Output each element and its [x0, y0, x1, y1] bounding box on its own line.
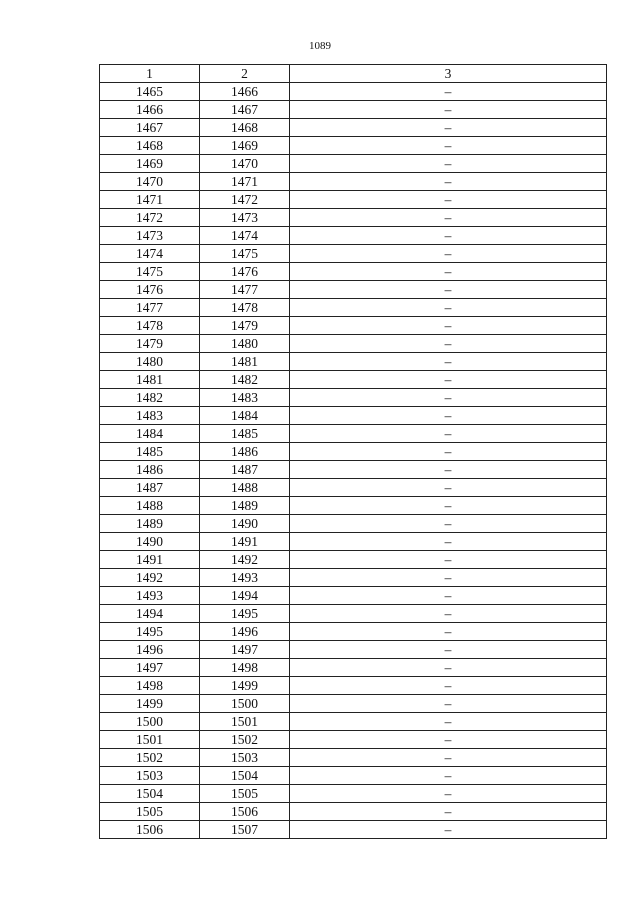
cell-col-2: 1470: [200, 155, 290, 173]
table-header-row: [100, 65, 607, 83]
cell-col-3: –: [290, 353, 607, 371]
cell-col-3: –: [290, 587, 607, 605]
cell-col-1: 1502: [100, 749, 200, 767]
cell-col-1: 1475: [100, 263, 200, 281]
cell-col-3: –: [290, 245, 607, 263]
cell-col-1: 1506: [100, 821, 200, 839]
table-row: [100, 659, 607, 677]
cell-col-1: 1468: [100, 137, 200, 155]
cell-col-3: –: [290, 749, 607, 767]
cell-col-2: 1468: [200, 119, 290, 137]
table-row: [100, 749, 607, 767]
cell-col-1: 1469: [100, 155, 200, 173]
cell-col-1: 1474: [100, 245, 200, 263]
table-row: [100, 569, 607, 587]
cell-col-3: –: [290, 695, 607, 713]
table-row: [100, 335, 607, 353]
cell-col-1: 1476: [100, 281, 200, 299]
cell-col-2: 1482: [200, 371, 290, 389]
cell-col-3: –: [290, 317, 607, 335]
cell-col-1: 1473: [100, 227, 200, 245]
table-row: [100, 731, 607, 749]
cell-col-1: 1467: [100, 119, 200, 137]
page-number: 1089: [309, 40, 331, 52]
table-row: [100, 209, 607, 227]
cell-col-3: –: [290, 803, 607, 821]
table-row: [100, 191, 607, 209]
cell-col-2: 1477: [200, 281, 290, 299]
cell-col-1: 1498: [100, 677, 200, 695]
cell-col-2: 1507: [200, 821, 290, 839]
cell-col-2: 1476: [200, 263, 290, 281]
cell-col-2: 1485: [200, 425, 290, 443]
cell-col-2: 1474: [200, 227, 290, 245]
cell-col-2: 1469: [200, 137, 290, 155]
cell-col-3: –: [290, 101, 607, 119]
cell-col-2: 1491: [200, 533, 290, 551]
table-row: [100, 137, 607, 155]
cell-col-3: –: [290, 767, 607, 785]
cell-col-3: –: [290, 659, 607, 677]
cell-col-3: –: [290, 191, 607, 209]
cell-col-2: 1487: [200, 461, 290, 479]
cell-col-1: 1479: [100, 335, 200, 353]
cell-col-1: 1487: [100, 479, 200, 497]
table-row: [100, 407, 607, 425]
cell-col-2: 1501: [200, 713, 290, 731]
cell-col-1: 1484: [100, 425, 200, 443]
cell-col-3: –: [290, 479, 607, 497]
cell-col-2: 1506: [200, 803, 290, 821]
cell-col-3: –: [290, 713, 607, 731]
cell-col-3: –: [290, 155, 607, 173]
cell-col-1: 1500: [100, 713, 200, 731]
cell-col-3: –: [290, 119, 607, 137]
cell-col-3: –: [290, 173, 607, 191]
table-row: [100, 623, 607, 641]
cell-col-1: 1480: [100, 353, 200, 371]
cell-col-2: 1486: [200, 443, 290, 461]
cell-col-1: 1488: [100, 497, 200, 515]
header-col-2: 2: [200, 65, 290, 83]
cell-col-3: –: [290, 677, 607, 695]
table-row: [100, 245, 607, 263]
table-row: [100, 533, 607, 551]
cell-col-2: 1490: [200, 515, 290, 533]
header-col-3: 3: [290, 65, 607, 83]
cell-col-3: –: [290, 299, 607, 317]
table-body: [100, 83, 607, 839]
cell-col-2: 1488: [200, 479, 290, 497]
table-row: [100, 317, 607, 335]
cell-col-2: 1479: [200, 317, 290, 335]
table-row: [100, 281, 607, 299]
cell-col-1: 1494: [100, 605, 200, 623]
table-row: [100, 479, 607, 497]
table-row: [100, 173, 607, 191]
table-row: [100, 785, 607, 803]
cell-col-1: 1495: [100, 623, 200, 641]
table-row: [100, 677, 607, 695]
table-row: [100, 227, 607, 245]
cell-col-2: 1497: [200, 641, 290, 659]
cell-col-3: –: [290, 605, 607, 623]
table-row: [100, 101, 607, 119]
cell-col-2: 1475: [200, 245, 290, 263]
cell-col-2: 1472: [200, 191, 290, 209]
table-row: [100, 587, 607, 605]
cell-col-3: –: [290, 461, 607, 479]
cell-col-3: –: [290, 623, 607, 641]
cell-col-1: 1493: [100, 587, 200, 605]
cell-col-3: –: [290, 731, 607, 749]
cell-col-1: 1489: [100, 515, 200, 533]
cell-col-2: 1493: [200, 569, 290, 587]
cell-col-2: 1467: [200, 101, 290, 119]
cell-col-1: 1499: [100, 695, 200, 713]
cell-col-3: –: [290, 533, 607, 551]
cell-col-2: 1495: [200, 605, 290, 623]
cell-col-1: 1491: [100, 551, 200, 569]
cell-col-2: 1484: [200, 407, 290, 425]
cell-col-3: –: [290, 263, 607, 281]
table-row: [100, 263, 607, 281]
cell-col-1: 1490: [100, 533, 200, 551]
cell-col-3: –: [290, 83, 607, 101]
table-row: [100, 767, 607, 785]
table-row: [100, 119, 607, 137]
cell-col-2: 1480: [200, 335, 290, 353]
cell-col-3: –: [290, 785, 607, 803]
cell-col-2: 1505: [200, 785, 290, 803]
cell-col-1: 1497: [100, 659, 200, 677]
cell-col-2: 1471: [200, 173, 290, 191]
cell-col-1: 1478: [100, 317, 200, 335]
cell-col-3: –: [290, 497, 607, 515]
cell-col-2: 1483: [200, 389, 290, 407]
cell-col-2: 1481: [200, 353, 290, 371]
cell-col-1: 1503: [100, 767, 200, 785]
cell-col-3: –: [290, 137, 607, 155]
cell-col-2: 1492: [200, 551, 290, 569]
cell-col-3: –: [290, 443, 607, 461]
header-col-1: 1: [100, 65, 200, 83]
table-row: [100, 425, 607, 443]
cell-col-1: 1505: [100, 803, 200, 821]
table-row: [100, 821, 607, 839]
cell-col-3: –: [290, 641, 607, 659]
cell-col-1: 1471: [100, 191, 200, 209]
table-row: [100, 641, 607, 659]
table-row: [100, 713, 607, 731]
cell-col-3: –: [290, 515, 607, 533]
table-row: [100, 299, 607, 317]
data-table: [99, 64, 607, 839]
cell-col-2: 1502: [200, 731, 290, 749]
cell-col-2: 1489: [200, 497, 290, 515]
cell-col-2: 1500: [200, 695, 290, 713]
cell-col-1: 1470: [100, 173, 200, 191]
cell-col-1: 1466: [100, 101, 200, 119]
table-row: [100, 353, 607, 371]
cell-col-1: 1486: [100, 461, 200, 479]
table-row: [100, 371, 607, 389]
table-row: [100, 497, 607, 515]
table-row: [100, 551, 607, 569]
cell-col-3: –: [290, 407, 607, 425]
cell-col-2: 1499: [200, 677, 290, 695]
cell-col-3: –: [290, 821, 607, 839]
cell-col-3: –: [290, 425, 607, 443]
cell-col-3: –: [290, 209, 607, 227]
cell-col-3: –: [290, 569, 607, 587]
cell-col-1: 1482: [100, 389, 200, 407]
table-row: [100, 461, 607, 479]
table-row: [100, 443, 607, 461]
table-row: [100, 695, 607, 713]
cell-col-2: 1466: [200, 83, 290, 101]
cell-col-3: –: [290, 281, 607, 299]
cell-col-3: –: [290, 371, 607, 389]
cell-col-3: –: [290, 551, 607, 569]
cell-col-1: 1483: [100, 407, 200, 425]
table-row: [100, 83, 607, 101]
table-row: [100, 389, 607, 407]
cell-col-1: 1485: [100, 443, 200, 461]
cell-col-1: 1504: [100, 785, 200, 803]
cell-col-1: 1492: [100, 569, 200, 587]
cell-col-3: –: [290, 227, 607, 245]
cell-col-1: 1465: [100, 83, 200, 101]
cell-col-2: 1478: [200, 299, 290, 317]
cell-col-2: 1494: [200, 587, 290, 605]
cell-col-3: –: [290, 389, 607, 407]
cell-col-2: 1498: [200, 659, 290, 677]
cell-col-2: 1496: [200, 623, 290, 641]
cell-col-3: –: [290, 335, 607, 353]
cell-col-1: 1477: [100, 299, 200, 317]
table-row: [100, 803, 607, 821]
cell-col-1: 1472: [100, 209, 200, 227]
cell-col-2: 1504: [200, 767, 290, 785]
cell-col-1: 1501: [100, 731, 200, 749]
cell-col-1: 1496: [100, 641, 200, 659]
table-row: [100, 515, 607, 533]
table-row: [100, 155, 607, 173]
cell-col-2: 1473: [200, 209, 290, 227]
table-row: [100, 605, 607, 623]
cell-col-1: 1481: [100, 371, 200, 389]
cell-col-2: 1503: [200, 749, 290, 767]
